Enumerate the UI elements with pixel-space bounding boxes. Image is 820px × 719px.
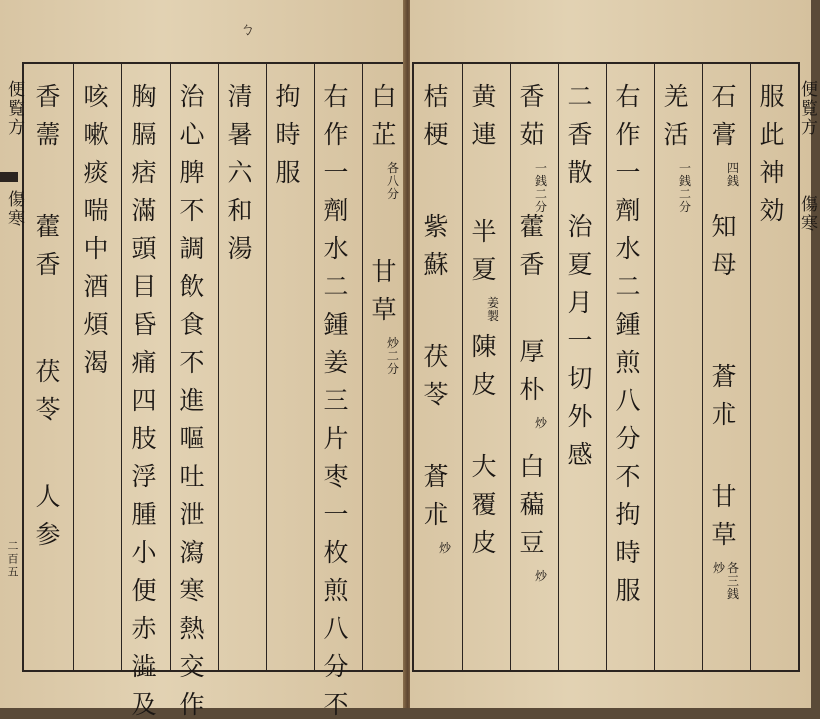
column-c1-small: 各 [386,161,399,175]
column-c5-text: 飲 [179,272,205,301]
column-r7-text4: 大 [471,452,497,481]
column-c5-text: 治 [179,82,205,111]
column-r8-text3: 茯 [423,342,449,371]
column-r6-small3: 炒 [534,416,547,430]
column-c1-text2: 草 [371,295,397,324]
column-c5-text: 不 [179,348,205,377]
column-r2-small4: 炒 [712,561,725,575]
column-c4-text: 湯 [227,234,253,263]
column-c8-text4: 参 [35,520,61,549]
column-c5-text: 調 [179,234,205,263]
column-r4-text: 鍾 [615,310,641,339]
left-page [0,0,405,719]
column-r2-text: 石 [711,82,737,111]
right-margin-title: 便覧方 [797,80,817,137]
column-c6-text: 赤 [131,614,157,643]
column-rule [558,64,559,670]
column-r7-text2: 半 [471,217,497,246]
column-r4-text: 作 [615,120,641,149]
column-c7-text: 酒 [83,272,109,301]
column-c5-text: 泄 [179,500,205,529]
column-r1-text: 神 [759,158,785,187]
column-r2-small4: 銭 [726,587,739,601]
column-r1-text: 効 [759,196,785,225]
column-r3-small: 銭 [678,174,691,188]
column-c6-text: 肢 [131,424,157,453]
column-r2-small4: 三 [726,574,739,588]
column-c5-text: 吐 [179,462,205,491]
column-c8-text3: 茯 [35,357,61,386]
column-c2-text: 枣 [323,462,349,491]
column-c5-text: 食 [179,310,205,339]
column-c3-text: 服 [275,158,301,187]
column-r7-text: 連 [471,120,497,149]
column-r7-small2: 製 [486,309,499,323]
column-c2-text: 作 [323,120,349,149]
column-r6-text4: 藊 [519,490,545,519]
column-c2-text: 枚 [323,538,349,567]
column-c6-text: 浮 [131,462,157,491]
column-r6-small4: 炒 [534,569,547,583]
column-c5-text: 不 [179,196,205,225]
column-r8-text2: 蘇 [423,250,449,279]
column-r8-text4: 朮 [423,500,449,529]
column-c7-text: 中 [83,234,109,263]
column-c2-text: 一 [323,500,349,529]
column-rule [606,64,607,670]
column-r8-text: 梗 [423,120,449,149]
column-c1-small: 分 [386,187,399,201]
column-r6-text3: 朴 [519,375,545,404]
column-c6-text: 痞 [131,158,157,187]
column-r5-text: 二 [567,82,593,111]
column-rule [362,64,363,670]
column-c5-text: 寒 [179,576,205,605]
column-r2-text2: 母 [711,250,737,279]
column-rule [314,64,315,670]
column-c6-text: 澁 [131,652,157,681]
column-c5-text: 嘔 [179,424,205,453]
column-r7-text4: 覆 [471,490,497,519]
column-rule [750,64,751,670]
column-r5-text: 香 [567,120,593,149]
column-r6-text4: 豆 [519,528,545,557]
column-c2-text: 片 [323,424,349,453]
column-c2-text: 姜 [323,348,349,377]
column-c6-text: 小 [131,538,157,567]
column-c1-small2: 二 [386,349,399,363]
column-r2-text4: 草 [711,520,737,549]
left-text-frame [22,62,406,719]
column-c2-text: 分 [323,652,349,681]
top-mark: ㄅ [240,20,256,38]
column-c6-text: 頭 [131,234,157,263]
column-c8-text: 香 [35,82,61,111]
column-r5-text2: 一 [567,326,593,355]
column-c7-text: 渴 [83,348,109,377]
column-r1-text: 此 [759,120,785,149]
column-r6-text4: 白 [519,452,545,481]
column-c4-text: 和 [227,196,253,225]
column-c5-text: 脾 [179,158,205,187]
column-rule [266,64,267,670]
column-c6-text: 胸 [131,82,157,111]
column-r1-text: 服 [759,82,785,111]
column-r4-text: 服 [615,576,641,605]
column-r4-text: 右 [615,82,641,111]
column-rule [73,64,74,670]
column-c6-text: 及 [131,690,157,719]
column-c4-text: 六 [227,158,253,187]
column-r2-text: 膏 [711,120,737,149]
column-r6-small: 分 [534,200,547,214]
column-c5-text: 作 [179,690,205,719]
column-c6-text: 四 [131,386,157,415]
column-r5-text2: 月 [567,288,593,317]
column-c6-text: 滿 [131,196,157,225]
column-c7-text: 喘 [83,196,109,225]
column-c5-text: 熱 [179,614,205,643]
column-r6-small: 一 [534,161,547,175]
column-r7-text2: 夏 [471,255,497,284]
column-r5-text2: 感 [567,440,593,469]
column-c7-text: 痰 [83,158,109,187]
column-c8-text4: 人 [35,482,61,511]
column-c2-text: 三 [323,386,349,415]
column-c1-text2: 甘 [371,257,397,286]
column-r2-text3: 蒼 [711,362,737,391]
column-rule [462,64,463,670]
column-r7-small2: 姜 [486,296,499,310]
column-c1-small2: 分 [386,362,399,376]
column-r5-text: 散 [567,158,593,187]
column-c3-text: 拘 [275,82,301,111]
column-r4-text: 拘 [615,500,641,529]
column-r2-small: 四 [726,161,739,175]
column-c5-text: 進 [179,386,205,415]
left-margin-section: 傷寒 [4,190,24,228]
column-c6-text: 便 [131,576,157,605]
column-r4-text: 一 [615,158,641,187]
column-r4-text: 水 [615,234,641,263]
column-c1-small: 八 [386,174,399,188]
column-rule [121,64,122,670]
column-r6-text: 香 [519,82,545,111]
column-c5-text: 瀉 [179,538,205,567]
column-c4-text: 清 [227,82,253,111]
right-page [410,0,817,708]
column-c1-text: 白 [371,82,397,111]
column-r6-text: 茹 [519,120,545,149]
column-r3-small: 一 [678,161,691,175]
column-r8-text3: 苓 [423,380,449,409]
column-c8-text2: 藿 [35,212,61,241]
column-r4-text: 劑 [615,196,641,225]
column-r4-text: 時 [615,538,641,567]
column-rule [654,64,655,670]
column-r5-text2: 外 [567,402,593,431]
column-rule [510,64,511,670]
column-c2-text: 鍾 [323,310,349,339]
column-c4-text: 暑 [227,120,253,149]
column-c6-text: 昏 [131,310,157,339]
column-r6-small: 二 [534,187,547,201]
column-c2-text: 劑 [323,196,349,225]
column-c2-text: 二 [323,272,349,301]
column-c6-text: 痛 [131,348,157,377]
column-c2-text: 一 [323,158,349,187]
column-r5-text2: 夏 [567,250,593,279]
right-text-frame [412,62,800,672]
column-r3-small: 分 [678,200,691,214]
column-r5-text2: 切 [567,364,593,393]
column-c8-text3: 苓 [35,395,61,424]
column-r6-text3: 厚 [519,337,545,366]
column-r3-text: 羌 [663,82,689,111]
column-c1-text: 芷 [371,120,397,149]
column-c1-small2: 炒 [386,336,399,350]
column-c2-text: 八 [323,614,349,643]
column-r8-small4: 炒 [438,541,451,555]
column-c6-text: 目 [131,272,157,301]
left-margin-title: 便覧方 [4,80,24,137]
column-r3-small: 二 [678,187,691,201]
column-r2-small4: 各 [726,561,739,575]
column-c3-text: 時 [275,120,301,149]
column-r7-text3: 陳 [471,332,497,361]
column-c7-text: 煩 [83,310,109,339]
column-r2-text2: 知 [711,212,737,241]
column-c6-text: 膈 [131,120,157,149]
column-r2-text3: 朮 [711,400,737,429]
column-r6-text2: 香 [519,250,545,279]
column-c6-text: 腫 [131,500,157,529]
column-c2-text: 水 [323,234,349,263]
column-c7-text: 咳 [83,82,109,111]
column-c7-text: 嗽 [83,120,109,149]
column-r4-text: 八 [615,386,641,415]
right-margin-section: 傷寒 [797,195,817,233]
column-r4-text: 不 [615,462,641,491]
column-rule [702,64,703,670]
column-rule [170,64,171,670]
column-c5-text: 心 [179,120,205,149]
column-r8-text2: 紫 [423,212,449,241]
column-r4-text: 煎 [615,348,641,377]
column-c2-text: 煎 [323,576,349,605]
folio-number: 二百五 [6,540,19,579]
column-r3-text: 活 [663,120,689,149]
column-c8-text2: 香 [35,250,61,279]
column-r4-text: 分 [615,424,641,453]
column-rule [218,64,219,670]
column-r4-text: 二 [615,272,641,301]
column-r8-text: 桔 [423,82,449,111]
column-r7-text3: 皮 [471,370,497,399]
column-r7-text4: 皮 [471,528,497,557]
column-r6-text2: 藿 [519,212,545,241]
column-r5-text2: 治 [567,212,593,241]
column-c2-text: 右 [323,82,349,111]
column-r7-text: 黄 [471,82,497,111]
fishtail-mark [0,172,18,182]
column-r8-text4: 蒼 [423,462,449,491]
column-c8-text: 薷 [35,120,61,149]
column-r6-small: 銭 [534,174,547,188]
column-r2-small: 銭 [726,174,739,188]
column-c5-text: 交 [179,652,205,681]
column-c2-text: 不 [323,690,349,719]
column-r2-text4: 甘 [711,482,737,511]
